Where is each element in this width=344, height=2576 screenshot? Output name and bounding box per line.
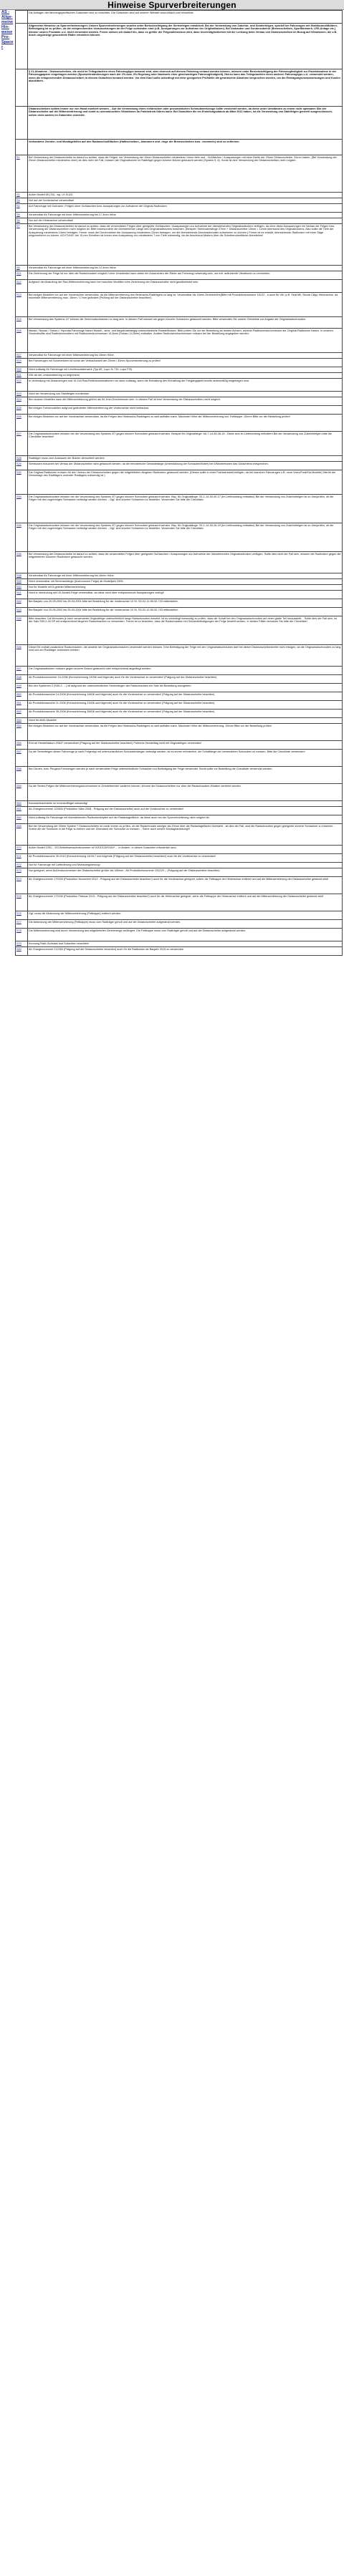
table-row — [16, 815, 343, 824]
hint-code-link[interactable]: S72 — [16, 863, 28, 868]
hint-code-link[interactable]: S47 — [16, 667, 28, 675]
hint-code-link[interactable]: S5 — [16, 213, 28, 218]
table-row — [16, 724, 343, 741]
hint-text: Ab Produktionsnummer 24-2096 (Kennzeichnung 24096 und folgende) auch für die Vorderachse zu verwenden! (Prägung auf der Distanzscheibe beachten) — [28, 675, 343, 684]
hint-text: Bei der Verwendung der 20mm System 7 Distanzscheiben ist vorab immer zu prüfen, ob die Radschraube weniger als 20mm über die Radanlagefläche übersteht - ist dies der Fall, sind die Radschrauben gegen geeignete kürzere Schrauben zu ersetzen. - Sofern die die Schraube in die Felge zu kleben und der Überstand der Schraube zu messen. - Siehe auch unsere Montageanleitung!!! — [28, 824, 343, 846]
hint-text: Ab Produktionswoche 35-2006 (Kennzeichnung 35606 und folgende) auch für die Vorderachse zu verwenden! (Prägung auf der Distanzscheibe beachten) — [28, 710, 343, 718]
hint-text: Da die Serienfelgen dieser Fahrzeuge je nach Felgentyp mit unterschiedlichen Schraubenlängen befestigt werden, ist es immer erforderlich, die Schaftlänge der verwendeten Schrauben zu messen. Bitte die Checkliste verwenden! — [28, 750, 343, 767]
hint-text: § 21-Abnahme - Distanzscheiben, die nicht im Teilegutachten eines Fahrzeugtyps benannt sind, aber dennoch auf diesem Fahrzeug verbaut werden können, müssen unter Berücksichtigung der Fahrzeugfestigkeit zur Einzelabnahme in der Fahrzeugpapiere eingetragen werden (Spurweitenänderungen nach der 2%-bzw. 4%-Regelung oder Nachweis einer gleichwertigen Fahrzeugfestigkeit). Hierzu kann das Teilegutachten eines anderen Fahrzeugtyps u.U. verwendet werden, wenn die entsprechenden Distanzscheiben in diesem Gutachten benannt werden. Vor dem Kauf sollte unbedingt mit einer geeigneten Prüfstelle die gewünschte Abnahme besprochen werden, um die Eintragungsvoraussetzungen und Kosten abzuklären. — [28, 69, 343, 107]
hint-code-link[interactable]: S58 — [16, 767, 28, 784]
hint-code-link[interactable]: S52 — [16, 710, 28, 718]
hint-code-link[interactable]: S50 — [16, 692, 28, 701]
hint-text: Ab Chargennummer 170033 (Produktion November 2012 - Prägung auf der Distanzscheibe beachten!) auch für die Vorderachse geeignet, sofern die Fettkappe der Hinterachse entfernt und auf die Mittenzentrierung der Distanzscheibe gesteckt wird! — [28, 877, 343, 894]
table-row — [16, 462, 343, 470]
table-row — [16, 684, 343, 692]
legend-line[interactable]: AS - — [1, 10, 10, 14]
table-row — [16, 24, 343, 69]
table-row — [16, 204, 343, 213]
hint-code-link[interactable]: S7 — [16, 224, 28, 266]
hint-code-link[interactable]: S23 — [16, 392, 28, 397]
hint-text: Ab Chargennummer 172150 (Produktion Februar 2013 - Prägung auf der Distanzscheibe beachten!) auch für die Hinterachse geeignet, wenn die Fettkappe der Hinterachse entfernt und auf die Mittenzentrierung der Distanzscheibe gesteckt wird! — [28, 894, 343, 911]
hint-text: Nur auf der Vorderachse verwendbar! — [28, 198, 343, 204]
table-row — [16, 213, 343, 218]
legend-line[interactable]: Spacer — [1, 40, 14, 49]
hint-code-link[interactable]: S20 — [16, 367, 28, 373]
hint-code-link[interactable]: S49 — [16, 684, 28, 692]
hint-code-link[interactable]: S74 — [16, 877, 28, 894]
hint-text: Die Abdeckung der Mittenzentrierung (Fettkappe) muss vom Radträger geholt und auf die Distanzscheibe aufgesteckt werden. — [28, 920, 343, 929]
hint-code-link[interactable]: S79 — [16, 941, 28, 947]
table-row — [16, 667, 343, 675]
hint-code-link[interactable]: S25 — [16, 406, 28, 415]
hint-code-link[interactable]: S2 — [16, 193, 28, 198]
legend-line[interactable]: Hin- — [1, 25, 9, 29]
table-row — [16, 846, 343, 854]
table-row — [16, 807, 343, 815]
hint-text: Bei den Systemen 2 (S90-2- ...) ist aufgrund der unterschiedlichen Serienlängen der Radschrauben ein Satz bei Bestellung anzugeben. — [28, 684, 343, 692]
table-row — [16, 784, 343, 801]
hint-text: Außer Modell 65 (T8) - wg. LK 5/120. — [28, 193, 343, 198]
hint-text: Bei Citroen- bzw. Peugeot-Fahrzeugen werden je nach verwendeter Felge unterschiedliche Schrauben zur Befestigung der Felge verwendet. Somit sollte vor Bestellung die Checkliste verwendet werden. — [28, 767, 343, 784]
table-row — [16, 894, 343, 911]
hint-text: Nur für Fahrzeuge mit Luftfederung und Niveauregulierung! — [28, 863, 343, 868]
table-row — [16, 941, 343, 947]
hint-text: Kennung Radi-/Achslast laut Gutachten beachten! — [28, 941, 343, 947]
table-row — [16, 317, 343, 329]
table-row — [16, 868, 343, 877]
table-row — [16, 293, 343, 317]
table-row — [16, 579, 343, 585]
hint-text: Bei Baujahr von 20-05-2002 bis 25-03-2004 bitte bei Bestellung für die Vorderachse 10 St. S3-02-12-50-52-743 mitbestellen — [28, 608, 343, 616]
table-row — [16, 456, 343, 462]
table-row — [16, 406, 343, 415]
hint-code-link[interactable]: S75 — [16, 894, 28, 911]
table-row — [16, 470, 343, 495]
hint-text: Nicht in Verbindung mit US-Modell-Felge verwendbar, da diese nicht über entsprechende Aussparungen verfügt! — [28, 591, 343, 599]
hint-text: Ab Chargennummer 212264 (Prägung auf der Distanzscheibe beachten) auch für die Radbolzen ab Baujahr 2015 zu verwenden — [28, 947, 343, 956]
hint-code-link[interactable]: S51 — [16, 701, 28, 710]
table-row — [16, 591, 343, 599]
table-row — [16, 750, 343, 767]
hint-code-link — [16, 107, 28, 140]
hint-code-link[interactable]: S39 — [16, 579, 28, 585]
hint-code-link[interactable]: S4 — [16, 204, 28, 213]
hint-text: Bei einigen Modellen nur auf der Vorderachse verwendbar, da die Mittenzentrierung des Hinterachs-Radträgers zu lang ist. Verwendbar bis 16mm Zentrierhöhe(Bitte mit Produktionsnummer 16122 - a auch für VA! (z.B. Seat Mii, Skoda Citigo Hinterachse, da maximale Mittenzentrierung max. 16mm / 17mm geändert (Prüfung auf der Distanzscheibe beachten!) — [28, 293, 343, 317]
hint-text: Bei einigen Modellen nur auf der Vorderachse verwendbar, da die Felgen des Hinterachs-Radträgers zu weit auffallen kann. Maximale Höhe der Mittenzentrierung incl. Fettkappe: 10mm! Bitte vor der Bestellung prüfen! — [28, 415, 343, 432]
table-row — [16, 877, 343, 894]
hint-code-link[interactable]: S17 — [16, 353, 28, 359]
table-row — [16, 392, 343, 397]
hint-code-link[interactable]: S80 — [16, 947, 28, 956]
hint-text: Bei einigen Modellen nur auf der Vorderachse verwendbar, da die Felgen des Hinterachs-Radträgers zu weit auffallen kann. Maximale Höhe der Mittenzentrierung: 15mm! Bitte vor der Bestellung prüfen! — [28, 724, 343, 741]
hint-code-link[interactable]: S6 — [16, 218, 28, 224]
hint-text: Außer Modell 10SC - EG-Betriebserlaubnisnummer e1*2001/116*0344* ... in ändern. In diesen Gutachten erforderlich sind. — [28, 846, 343, 854]
hint-code-link[interactable]: S56 — [16, 741, 28, 750]
hint-text: Ab Produktionswoche 14-2006 (Kennzeichnung 14606 und folgende) auch für die Vorderachse zu verwenden! (Prägung auf der Distanzscheibe beachten) — [28, 692, 343, 701]
hint-text: Bei neueren Modellen kann die Mittenzentrierung größer als 54,1mm Durchmesser sein. In diesem Fall ist eine Verwendung der Distanzscheiben nicht möglich. — [28, 397, 343, 406]
hint-text: Bei Verwendung der Distanzscheibe ist darauf zu achten, dass die verwendeten Felgen über geeignete Gußtaschen / Aussparungen zur Aufnahme der überstehenden Originalradbolzen verfügen. Sollte dies nicht der Fall sein, müssen die Radbolzen gegen die mitgelieferten kürzeren Radbolzen getauscht werden. — [28, 552, 343, 573]
hint-text: Verwendbar für Fahrzeuge mit einer Mittenzentrierung bis 17,3mm Höhe. — [28, 213, 343, 218]
hint-text: Nicht bei Verwendung von Stahlfelgen montierbar! — [28, 392, 343, 397]
hint-text: Die Auflagen der fahrzeugspezifischen Gutachten sind zu beachten. Die Gutachten sind auf unserer Website www.eibach.com einsehbar. — [28, 11, 343, 24]
table-row — [16, 947, 343, 956]
hint-text: Aufgrund der Abstufung der Rad-Mittenzentrierung kann bei manchen Modellen eine Zentrierung der Distanzscheibe nicht gewährleistet sein. — [28, 280, 343, 293]
hint-text: Bei Verwendung der Distanzscheiben ist darauf zu achten, dass die verwendeten Felgen über geeignete Gußtaschen / Aussparungen zur Aufnahme der überstehenden Originalradbolzen verfügen, da ohne diese Aussparungen ein Verbau der Felgen bzw. Verwendung der Distanzscheiben nicht möglich ist. Bitte insbesondere die überstehende Länge des Originalradbolzens beachten. (Beispiel: Stehbolzenlänge 27mm + Distanzscheibe 15mm = 12mm überstand des Originalbolzens. Also sollte die Tiefe der Aussparung mindestens 14mm betragen. Ferner muss der Durchmesser der Aussparung mindestens 22mm betragen, um die überstehende Anschraubmutter aufnehmen zu können.) Ferner ist es erlaubt, überstehende Radbolzen mit einer Säge wegzunehmen zu kürzen. ACHTUNG: bei 15 mm Scheiben ist immer eine Aussparung von mindestens 7 mm Tiefe notwendig, da die Anschraub-Muttern über die Scheibenoberfläche überstehen! — [28, 224, 343, 266]
hint-text: Allgemeine Hinweise zu Spurverbreiterungen: Unsere Spurverbreiterungen wurden unter Berücksichtigung der Serienfelgen entwickelt. Bei der Verwendung von Zubehör- und Sonderfelgen, speziell bei Fahrzeugen mit Stahlbolzen/Muttern-Befestigung ist zu prüfen, ob die entsprechenden Voraussetzungen an der Felge vorhanden sind (z.B. Aussparungen zur Aufnahme der Originalbolzen). Bei Umbauten und Sonderzubehör (Bremsscheiben, Sportfahrwerk, LRS-Anlage etc.) können unsere Produkte u.U. nicht verwendet werden. Ferner weisen wir darauf hin, dass es größer der Felgendimension wird, dass Unverträglichkeiten mit der Lenkung beim Verbau von Distanzscheiben im Bezug auf Vibrationen, die z.B. durch ungünstige gewuchtete Räder entstehen können. — [28, 24, 343, 69]
table-row — [16, 573, 343, 579]
hint-text: Nicht zulässig für Fahrzeuge mit überstehenden Radbolzenköpfen auf der Radanlagefläche, da diese auch bei der Spurverbreiterung nicht möglich ist. — [28, 815, 343, 824]
hint-text: Nur auf der Hinterachse verwendbar! — [28, 218, 343, 224]
hint-code-link[interactable]: S46 — [16, 645, 28, 667]
table-row — [16, 353, 343, 359]
hint-text: Dieser Kit enthält zusätzliche Radschrauben, die anstelle der Originalradschrauben verwendet werden müssen. Eine Befestigung der Felge mit den Originalradschrauben darf bei dieser Distanzscheibenbreite nicht erfolgen, da die Originalradschrauben zu lang sind und am Radträger anstossen würden. — [28, 645, 343, 667]
table-row — [16, 692, 343, 701]
hint-text: Die Originalradschrauben müssen bei der Verwendung des Systems 3/7 gegen kürzere Schrauben getauscht werden. Bsp. für Originallänge: S1-1-14-50-26-19 (Im Lieferumfang enthalten) Bei der Verwendung von Zubehörfelgen ist zu überprüfen, ob die Felgen mit den zugehörigen Schrauben befestigt werden können. - Ggf. sind kürzere Schrauben zu bestellen. Verwenden Sie bitte die Checkliste. — [28, 523, 343, 552]
table-row — [16, 767, 343, 784]
table-row — [16, 140, 343, 155]
hint-code-link[interactable]: S62 — [16, 815, 28, 824]
hint-code-link[interactable]: S60 — [16, 801, 28, 807]
hint-code-link[interactable]: S43 — [16, 608, 28, 616]
hint-code-link[interactable]: S61 — [16, 807, 28, 815]
table-row — [16, 645, 343, 667]
hint-text: Erst ab Herstelldatum 20637 verwendbar! (Prägung auf der Distanzscheibe beachten!) Früheres Herstelltag nicht mit Originalfelgen verwenden! — [28, 741, 343, 750]
table-row — [16, 373, 343, 379]
hint-text: Ggf. muss die Abdeckung der Mittenzentrierung (Fettkappe) entfernt werden. — [28, 911, 343, 920]
hint-code-link[interactable]: S35 — [16, 523, 28, 552]
hint-text: Vorhandene Zentrier- und Montagehilfen auf den Radanschlußflächen (Haltescheiben, -klammern und -ringe der Bremsscheiben bzw. -trommeln) sind zu entfernen. — [28, 140, 343, 155]
hint-text: Die Zentrierung der Felge ist nur über die Radschrauben möglich! Unter Umständen kann daher ein Auswuchten der Räder am Fahrzeug notwendig sein, um evtl. auftretende Vibrationen zu vermeiden. — [28, 271, 343, 280]
table-row — [16, 198, 343, 204]
hint-text: Die Originalradschrauben müssen bei der Verwendung des Systems 3/7 gegen kürzere Schrauben getauscht werden. Beispiel für Originallänge: 5A-7-14-50-28-19 - Diese sind im Lieferumfang enthalten! Bei der Verwendung von Zubehörfelgen bitte die Checkliste beachten! — [28, 432, 343, 456]
hint-text: Stehbolzen brauchen bei Verbau der Distanzscheibe nicht getauscht werden, da die erforderliche Gewindelänge (Unterstützung der Schraube/Mutter) bei 5/Montierbaren das Gutachtens entsprechen. — [28, 462, 343, 470]
hint-text: Die Original-Radbolzen müssen für den Verbau der Distanzscheiben gegen die mitgelieferten längeren Radbolzen getauscht werden. (Dieses sollte in einer Fachwerkstatt erfolgen, da bei manchen Fahrzeugen z.B. neue Volvo/Ford/Kia-Modelle) Hierfür die Demontage des Radträgers und/oder Radlagers notwendig ist.) — [28, 470, 343, 495]
table-row — [16, 107, 343, 140]
table-row — [16, 432, 343, 456]
hint-code-link[interactable]: S38 — [16, 573, 28, 579]
hints-table — [15, 10, 343, 956]
table-row — [16, 911, 343, 920]
table-row — [16, 863, 343, 868]
hint-code-link[interactable]: S42 — [16, 599, 28, 608]
hint-code-link — [16, 11, 28, 24]
table-row — [16, 675, 343, 684]
hint-code-link[interactable]: S22 — [16, 379, 28, 392]
table-row — [16, 710, 343, 718]
hint-text: Auf Fahrzeuge mit Gußrahm / Felgen ohne Gußtaschen bzw. Aussparungen zur Aufnahme der Original-Radbolzen — [28, 204, 343, 213]
hint-text: Nur geeignet, wenn Außendurchmesser der Distanzscheibe größer als 165mm - Ab Produktionsnummer 101229 -- (Prägung auf der Distanzscheibe beachten) — [28, 868, 343, 877]
table-row — [16, 599, 343, 608]
hint-text: Radträger muss zum Ausbauen der Bolzen demontiert werden! — [28, 456, 343, 462]
hint-text: In Verbindung mit Distanzringen und 15 Zoll Rad-Reifenkombinationen nur dann zulässig, wenn die Einhaltung des Einhaltung der Freigängigkeit bereits serienmäßig eingetragen sind. — [28, 379, 343, 392]
hint-code-link[interactable]: S73 — [16, 868, 28, 877]
table-row — [16, 218, 343, 224]
table-row — [16, 701, 343, 710]
hint-text: Bei einigen Turbomodellen aufgrund geänderter Mittenzentrierung der Vorderachse nicht verbaubar. — [28, 406, 343, 415]
hint-text: Nicht für AMG-Modelle! — [28, 718, 343, 724]
hint-code-link[interactable]: S76 — [16, 911, 28, 920]
hint-code-link[interactable]: S71 — [16, 854, 28, 863]
hint-code-link[interactable]: S19 — [16, 359, 28, 367]
table-row — [16, 608, 343, 616]
hint-code-link[interactable]: S24 — [16, 397, 28, 406]
table-row — [16, 367, 343, 373]
table-row — [16, 523, 343, 552]
table-row — [16, 616, 343, 645]
hint-code-link — [16, 69, 28, 107]
table-row — [16, 495, 343, 523]
legend-line[interactable]: weise — [1, 30, 13, 34]
hint-code-link[interactable]: S11 — [16, 271, 28, 280]
table-row — [16, 69, 343, 107]
table-row — [16, 329, 343, 353]
page-title: Hinweise Spurverbreiterungen — [0, 0, 344, 10]
hint-text: Bei Fahrzeugen mit Schiebetüren ist vorab der Verbaubarkeit der 25mm / 30mm Spurverbreiterung zu prüfen! — [28, 359, 343, 367]
hint-code-link[interactable]: S29 — [16, 462, 28, 470]
hint-code-link[interactable]: S54 — [16, 724, 28, 741]
hint-text: Verwendbar für Fahrzeuge mit einer Mittenzentrierung bis 16mm Höhe. — [28, 573, 343, 579]
hint-code-link[interactable]: S45 — [16, 616, 28, 645]
hint-text: Bei Verwendung der Distanzscheibe ist darauf zu achten, dass die Felgen, bei Verwendung der 10mm Distanzscheibe mindestens 14mm tiefe und - Gußflächen / Aussparungen mit einer Breite der 20mm Distanzscheibe. 20mm haben. (Bei Verwendung der 20mm Distanzscheibe mindestens 4mm) ist dies nicht der Fall, müssen die Originalbolzen im Radträger gegen kürzere Bolzen getauscht werden (System 5, 6). Sonst ist eine Verwendung der Distanzscheiben nicht möglich. — [28, 155, 343, 193]
legend-line[interactable]: Pro- — [1, 35, 10, 39]
hint-text: Die Originalradschrauben müssen bei der Verwendung des Systems 3/7 gegen kürzere Schrauben getauscht werden. Bsp. für Originallänge: S1-1-14-50-30-17 (Im Lieferumfang enthalten) Bei der Verwendung von Zubehörfelgen ist zu überprüfen, ob die Felgen mit den zugehörigen Schrauben befestigt werden können. - Ggf. sind kürzere Schrauben zu bestellen. Verwenden Sie bitte die Checkliste. — [28, 495, 343, 523]
table-row — [16, 397, 343, 406]
legend-line[interactable]: Allge- — [1, 15, 13, 19]
hint-code-link[interactable]: S36 — [16, 552, 28, 573]
table-row — [16, 552, 343, 573]
table-row — [16, 155, 343, 193]
hint-text: Bei Baujahr von 20-05-2002 bis 25-03-2004 bitte bei Bestellung für die Vorderachse 10 St. S3-02-12-50-52-743 mitbestellen — [28, 599, 343, 608]
hint-code-link[interactable]: S34 — [16, 495, 28, 523]
table-row — [16, 824, 343, 846]
hint-text: Ab Produktionswoche 30-2010 (Kennzeichnung 140417 und folgende (Prägung auf der Distanzscheibe beachten!) auch für die Vorderachse zu verwenden! — [28, 854, 343, 863]
hint-code-link[interactable]: S8 — [16, 266, 28, 271]
table-row — [16, 280, 343, 293]
table-row — [16, 718, 343, 724]
table-row — [16, 379, 343, 392]
table-row — [16, 801, 343, 807]
table-row — [16, 11, 343, 24]
hint-code-link[interactable]: S28 — [16, 456, 28, 462]
table-row — [16, 585, 343, 591]
hint-code-link[interactable]: S12 — [16, 280, 28, 293]
hint-text: Die Mittenzentrierung wird durch Verwendung des mitgelieferten Zentrierrings verlängert. Die Fettkappe muss vom Radträger geholt und auf die Distanzscheibe aufgesteckt werden. — [28, 929, 343, 941]
hint-text: Ab Produktionswoche 21-2006 (Kennzeichnung 21606 und folgende) auch für die Vorderachse zu verwenden! (Prägung auf der Distanzscheibe beachten) — [28, 701, 343, 710]
table-row — [16, 415, 343, 432]
hint-code-link[interactable]: S57 — [16, 750, 28, 767]
table-row — [16, 359, 343, 367]
hint-code-link[interactable]: S65 — [16, 824, 28, 846]
hint-text: Mazda / Nissan / Subaru / Hyundai-Fahrzeuge haben Modell-, achs- und baujahrabhängig unterschiedliche Radstellbolzen. Bitte prüfen Sie vor der Bestellung an beiden Achsen, welcher Radbolzendurchmesser der Original-Radbolzen haben. In unseren Gewindestifts sind Radbolzenmuttern mit Radbolzendurchmesser 14,8mm (Subaru 14,5mm) enthalten. Andere Radbolzendurchmesser müssen bei der Bestellung angegeben werden. — [28, 329, 343, 353]
legend-column — [1, 10, 14, 50]
table-row — [16, 741, 343, 750]
hint-code-link[interactable]: S13 — [16, 293, 28, 317]
hint-code-link[interactable]: S15 — [16, 317, 28, 329]
table-row — [16, 920, 343, 929]
legend-line[interactable]: meine — [1, 20, 14, 24]
hint-text: Nicht verwendbar mit Serienanhänge (Anchronome Felge) ab Modelljahr 2005. — [28, 579, 343, 585]
hint-code-link[interactable]: S30 — [16, 470, 28, 495]
hint-text: Die Originalradbolzen müssen gegen kürzere Bolzen getauscht oder entsprechend abgelängt werden. — [28, 667, 343, 675]
hint-code-link[interactable]: S1 — [16, 155, 28, 193]
table-row — [16, 266, 343, 271]
hint-text: Gilt: ab der Lenkzentrierung zu begrenzen — [28, 373, 343, 379]
hint-text: Karosserieachsteile im Innenkotflügel notwendig! — [28, 801, 343, 807]
hint-code-link[interactable]: S70 — [16, 846, 28, 854]
table-row — [16, 193, 343, 198]
table-row — [16, 271, 343, 280]
hint-code-link — [16, 140, 28, 155]
hint-text: Distanzscheiben sollten immer nur von Hand montiert werden. - Auf die Verwendung eines elektrischen oder pneumatischen Schraubwerkzeugs sollte verzichtet werden, da diese unter Umständen zu einem nicht optimalen Sitz der Distanzscheibe auf der Mittenzentrierung und somit zu unerwünschten Vibrationen im Fahrbetrieb führen kann. Bei Gutachten die ein Erstellungsdatum ab März 2011 haben, ist die Verwendung von Stahlfelgen generell ausgeschlossen, sofern nicht anders im Gutachten vermerkt. — [28, 107, 343, 140]
hint-code-link[interactable]: S41 — [16, 591, 28, 599]
hint-code-link[interactable]: S26 — [16, 415, 28, 432]
hint-code-link[interactable]: S48 — [16, 675, 28, 684]
hint-text: Bitte beachten: Da Mercedes je nach verwendeter Originalfelge unterschiedlich lange Radschrauben einsetzt, ist es unbedingt notwendig zu prüfen, dass die Schaft bei den Originalradschrauben auf einen glatte Teil herausstellt. - Sollte dies der Fall sein, ist der Satz S90-2-20-SP mit entsprechend längeren Radschrauben zu verwenden. Ferner ist zu beachten, dass die Radschrauben bei Sonderbefestigungen der Felge bestellt werden. In beiden Fällen benutzen Sie bitte die Checkliste! — [28, 616, 343, 645]
hint-code-link[interactable]: S40 — [16, 585, 28, 591]
hint-text: Bei Verwendung des Systems 3/7 können die Serienradschrauben zu lang sein. In diesem Fall müssen sie gegen kürzere Schrauben getauscht werden. Bitte verwenden Sie unsere Checkliste zur Angabe der Originalradschrauben. — [28, 317, 343, 329]
hint-text: Verwendbar für Fahrzeuge mit einer Mittenzentrierung bis 12,5mm Höhe. — [28, 266, 343, 271]
hint-code-link — [16, 24, 28, 69]
table-row — [16, 854, 343, 863]
hint-text: Nur für Modelle mit 5-geteiler Mittenzentrierung — [28, 585, 343, 591]
hint-text: Da die Serien-Felgen die Mittenzentrierungsdurchmesser in Zehntelbereich variieren können, können die Distanzscheiben nur über die Radschrauben-/Muttern zentriert werden. — [28, 784, 343, 801]
hint-code-link[interactable]: S21 — [16, 373, 28, 379]
hint-code-link[interactable]: S78 — [16, 929, 28, 941]
hint-code-link[interactable]: S3 — [16, 198, 28, 204]
hint-code-link[interactable]: S53 — [16, 718, 28, 724]
hint-code-link[interactable]: S27 — [16, 432, 28, 456]
hint-text: Verwendbar für Fahrzeuge mit einer Mittenzentrierung bis 16mm Höhe. — [28, 353, 343, 359]
hint-code-link[interactable]: S77 — [16, 920, 28, 929]
table-row — [16, 224, 343, 266]
table-row — [16, 929, 343, 941]
hint-text: Nicht zulässig für Fahrzeuge mit Leichtbauräderwerk (Typ 6E, Lupo 3L TDI, Lupo FSI) — [28, 367, 343, 373]
hint-text: Ab Chargennummer 123634 (Produktion März 2008 - Prägung auf der Distanzscheibe) auch auf der Vorderachse zu verwenden! — [28, 807, 343, 815]
hint-code-link[interactable]: S16 — [16, 329, 28, 353]
hint-code-link[interactable]: S59 — [16, 784, 28, 801]
